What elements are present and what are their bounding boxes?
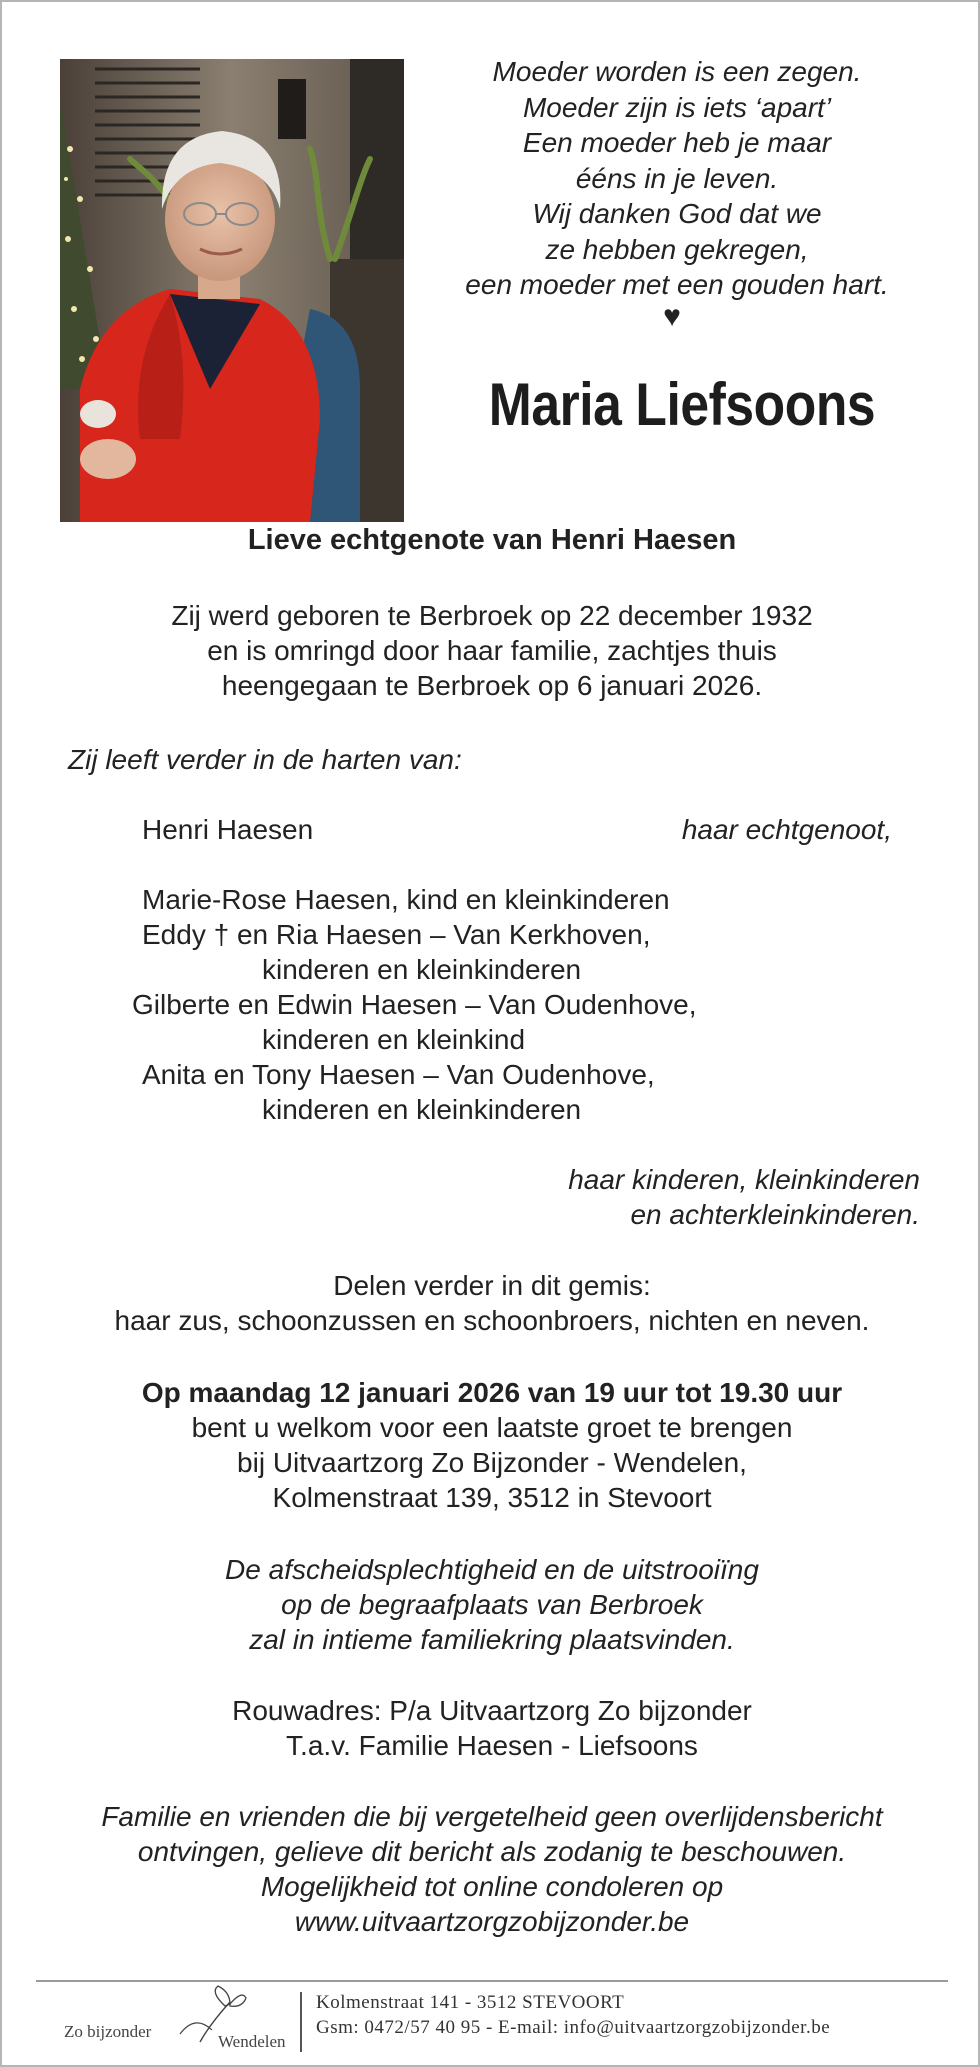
deceased-name: Maria Liefsoons	[488, 371, 876, 438]
text-line: ontvingen, gelieve dit bericht als zodanig te beschouwen.	[137, 1836, 847, 1867]
text-line: Zij werd geboren te Berbroek op 22 december 1932	[171, 600, 813, 631]
text-line: Kolmenstraat 139, 3512 in Stevoort	[272, 1482, 712, 1513]
poem-line: Een moeder heb je maar	[522, 127, 832, 158]
child-line: kinderen en kleinkinderen	[262, 1094, 582, 1125]
poem-line: een moeder met een gouden hart.	[465, 269, 889, 300]
text-line: De afscheidsplechtigheid en de uitstrooiïng	[225, 1554, 759, 1585]
poem-line: Wij danken God dat we	[532, 198, 822, 229]
footer-phone-email: Gsm: 0472/57 40 95 - E-mail: info@uitvaartzorgzobijzonder.be	[316, 2017, 831, 2038]
text-line: en is omringd door haar familie, zachtjes thuis	[207, 635, 777, 666]
condolence-url: www.uitvaartzorgzobijzonder.be	[294, 1906, 690, 1937]
lives-on-heading: Zij leeft verder in de harten van:	[68, 744, 462, 775]
closing-text	[2, 1799, 980, 1939]
text-line: haar kinderen, kleinkinderen	[568, 1164, 920, 1195]
text-line: en achterkleinkinderen.	[630, 1199, 920, 1230]
birth-death-text	[2, 598, 980, 703]
share-grief-text	[2, 1268, 980, 1338]
visitation-date: Op maandag 12 januari 2026 van 19 uur tot 19.30 uur	[141, 1377, 843, 1408]
child-line: Marie-Rose Haesen, kind en kleinkinderen	[142, 884, 670, 915]
subtitle: Lieve echtgenote van Henri Haesen	[247, 524, 737, 556]
text-line: Familie en vrienden die bij vergetelheid geen overlijdensbericht	[101, 1801, 883, 1832]
text-line: T.a.v. Familie Haesen - Liefsoons	[286, 1730, 698, 1761]
poem-line: Moeder worden is een zegen.	[492, 56, 862, 87]
poem-line: ééns in je leven.	[575, 162, 779, 194]
ceremony-text	[2, 1552, 980, 1657]
footer-separator	[300, 1992, 302, 2052]
child-line: Eddy † en Ria Haesen – Van Kerkhoven,	[142, 919, 651, 950]
funeral-home-logo	[60, 1984, 300, 2054]
child-line: Anita en Tony Haesen – Van Oudenhove,	[142, 1059, 655, 1090]
spouse-role: haar echtgenoot,	[681, 814, 892, 845]
text-line: heengegaan te Berbroek op 6 januari 2026.	[221, 670, 763, 701]
poem	[432, 54, 922, 303]
portrait-photo	[60, 59, 404, 522]
child-line: kinderen en kleinkind	[262, 1024, 526, 1055]
text-line: haar zus, schoonzussen en schoonbroers, nichten en neven.	[114, 1305, 870, 1336]
footer-address: Kolmenstraat 141 - 3512 STEVOORT	[316, 1992, 625, 2013]
poem-line: Moeder zijn is iets ‘apart’	[522, 91, 832, 123]
text-line: Rouwadres: P/a Uitvaartzorg Zo bijzonder	[232, 1695, 752, 1726]
child-line: kinderen en kleinkinderen	[262, 954, 582, 985]
text-line: bij Uitvaartzorg Zo Bijzonder - Wendelen,	[237, 1447, 747, 1478]
children-role	[568, 1162, 920, 1232]
text-line: Mogelijkheid tot online condoleren op	[260, 1871, 724, 1902]
visitation-text	[2, 1375, 980, 1515]
text-line: Delen verder in dit gemis:	[333, 1270, 651, 1301]
child-line: Gilberte en Edwin Haesen – Van Oudenhove,	[132, 989, 697, 1020]
mourning-address	[2, 1693, 980, 1763]
footer-divider	[36, 1980, 948, 1982]
text-line: zal in intieme familiekring plaatsvinden.	[249, 1624, 735, 1655]
spouse-name: Henri Haesen	[142, 814, 314, 845]
text-line: op de begraafplaats van Berbroek	[281, 1589, 703, 1620]
footer-contact	[316, 1990, 830, 2040]
logo-text-left: Zo bijzonder	[64, 2022, 152, 2041]
poem-line: ze hebben gekregen,	[545, 233, 809, 265]
logo-text-right: Wendelen	[218, 2032, 286, 2051]
text-line: bent u welkom voor een laatste groet te brengen	[191, 1412, 793, 1443]
heart-icon: ♥	[663, 300, 681, 333]
